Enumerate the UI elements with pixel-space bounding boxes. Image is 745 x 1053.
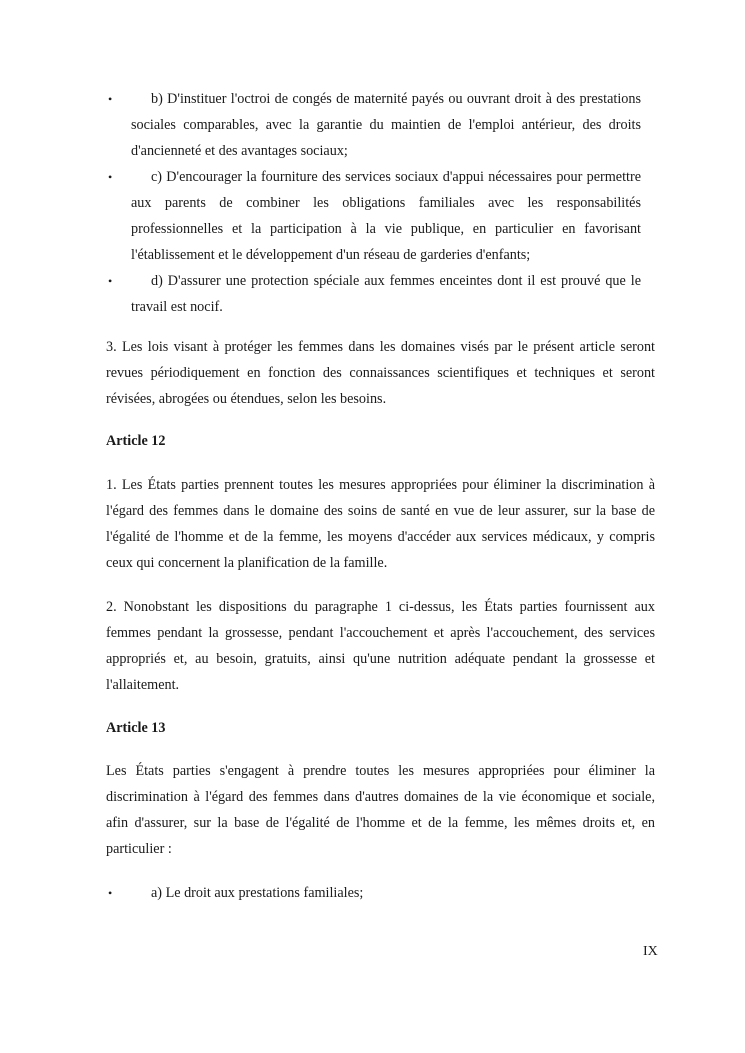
article-12-heading: Article 12 [106, 433, 166, 449]
article-12-paragraph-1: 1. Les États parties prennent toutes les mesures appropriées pour éliminer la discrimination à l'égard des femmes dans le domaine des soins de santé en vue de leur assurer, sur la base de l'égalité de l'homme et de la femme, les moyens d'accéder aux services médicaux, y compris ceux qui concernent la planification de la famille. [106, 477, 655, 571]
list-item [106, 880, 641, 906]
page-number: IX [643, 944, 658, 959]
bullet-icon: • [108, 274, 113, 288]
article-13-intro: Les États parties s'engagent à prendre toutes les mesures appropriées pour éliminer la discrimination à l'égard des femmes dans d'autres domaines de la vie économique et sociale, afin d'assurer, sur la base de l'égalité de l'homme et de la femme, les mêmes droits et, en particulier : [106, 763, 655, 857]
article-12-paragraph-2: 2. Nonobstant les dispositions du paragraphe 1 ci-dessus, les États parties fournissent aux femmes pendant la grossesse, pendant l'accouchement et après l'accouchement, des services appropriés et, au besoin, gratuits, ainsi qu'une nutrition adéquate pendant la grossesse et l'allaitement. [106, 599, 655, 693]
bullet-list-article-11 [106, 86, 641, 320]
bullet-icon: • [108, 170, 113, 184]
paragraph-3: 3. Les lois visant à protéger les femmes dans les domaines visés par le présent article seront revues périodiquement en fonction des connaissances scientifiques et techniques et seront révisées, abrogées ou étendues, selon les besoins. [106, 339, 655, 407]
list-item [106, 86, 641, 164]
article-13-heading: Article 13 [106, 720, 166, 736]
bullet-list-article-13 [106, 880, 641, 906]
list-item [106, 164, 641, 268]
bullet-text-a: a) Le droit aux prestations familiales; [151, 885, 364, 901]
list-item [106, 268, 641, 320]
bullet-text-d: d) D'assurer une protection spéciale aux femmes enceintes dont il est prouvé que le travail est nocif. [131, 273, 641, 315]
bullet-icon: • [108, 886, 113, 900]
bullet-text-c: c) D'encourager la fourniture des services sociaux d'appui nécessaires pour permettre aux parents de combiner les obligations familiales avec les responsabilités professionnelles et la participation à la vie publique, en particulier en favorisant l'établissement et le développement d'un réseau de garderies d'enfants; [131, 169, 641, 263]
bullet-text-b: b) D'instituer l'octroi de congés de maternité payés ou ouvrant droit à des prestations sociales comparables, avec la garantie du maintien de l'emploi antérieur, des droits d'ancienneté et des avantages sociaux; [131, 91, 641, 159]
bullet-icon: • [108, 92, 113, 106]
